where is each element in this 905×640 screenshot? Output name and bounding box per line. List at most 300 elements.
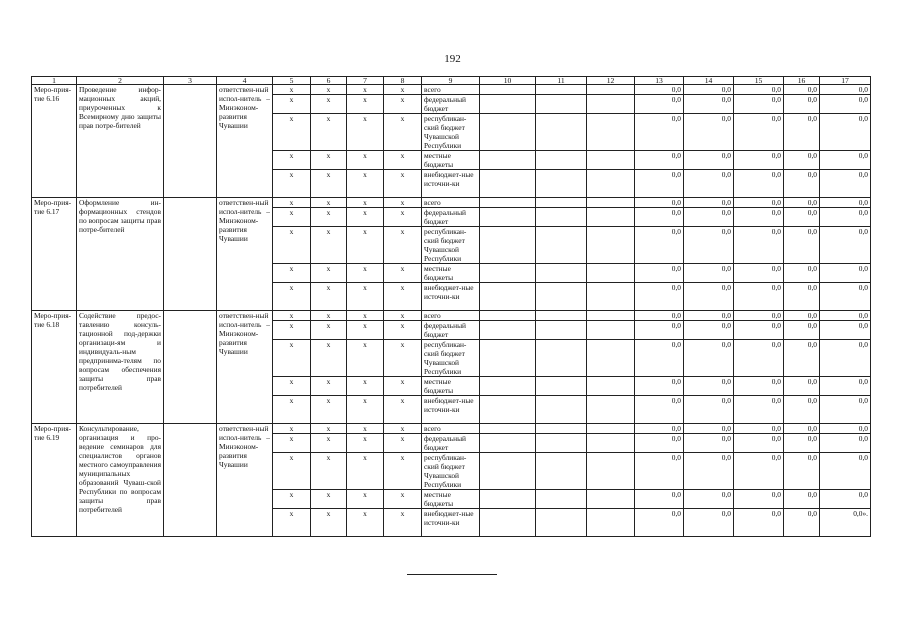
empty-cell [536, 311, 587, 321]
column-number: 11 [536, 77, 587, 85]
empty-cell [536, 377, 587, 396]
cross-mark: х [384, 227, 422, 264]
measure-id: Меро-прия-тие 6.19 [32, 424, 77, 537]
cross-mark: х [347, 208, 384, 227]
column-number: 3 [164, 77, 217, 85]
amount-value: 0,0 [784, 434, 820, 453]
empty-cell [587, 85, 635, 95]
cross-mark: х [384, 283, 422, 311]
empty-cell [536, 434, 587, 453]
amount-value: 0,0 [784, 509, 820, 537]
amount-value: 0,0 [684, 85, 734, 95]
cross-mark: х [347, 509, 384, 537]
amount-value: 0,0 [734, 424, 784, 434]
cross-mark: х [384, 85, 422, 95]
column-number: 1 [32, 77, 77, 85]
amount-value: 0,0 [820, 264, 871, 283]
empty-cell [536, 264, 587, 283]
amount-value: 0,0 [635, 170, 684, 198]
cross-mark: х [273, 264, 311, 283]
empty-cell [536, 340, 587, 377]
amount-value: 0,0 [734, 490, 784, 509]
cross-mark: х [311, 377, 347, 396]
measure-description: Консультирование, организация и про-ведение семинаров для специалистов органов местного самоуправления муниципальных образований Чуваш-ской Республики по вопросам защиты прав потребителей [77, 424, 164, 537]
empty-cell [536, 85, 587, 95]
amount-value: 0,0 [820, 424, 871, 434]
empty-cell [480, 396, 536, 424]
amount-value: 0,0 [784, 198, 820, 208]
cross-mark: х [384, 490, 422, 509]
amount-value: 0,0». [820, 509, 871, 537]
empty-cell [587, 151, 635, 170]
measure-executor: ответствен-ный испол-нитель – Минэконом-развития Чувашии [217, 85, 273, 198]
amount-value: 0,0 [734, 208, 784, 227]
empty-cell [536, 208, 587, 227]
amount-value: 0,0 [635, 434, 684, 453]
cross-mark: х [273, 340, 311, 377]
measure-executor: ответствен-ный испол-нитель – Минэконом-развития Чувашии [217, 424, 273, 537]
empty-cell [536, 396, 587, 424]
cross-mark: х [273, 434, 311, 453]
amount-value: 0,0 [635, 340, 684, 377]
table-row [32, 311, 871, 321]
empty-cell [536, 114, 587, 151]
amount-value: 0,0 [784, 85, 820, 95]
budget-source: местные бюджеты [422, 377, 480, 396]
empty-cell [480, 509, 536, 537]
amount-value: 0,0 [734, 227, 784, 264]
column-number: 8 [384, 77, 422, 85]
cross-mark: х [347, 340, 384, 377]
amount-value: 0,0 [635, 227, 684, 264]
amount-value: 0,0 [784, 490, 820, 509]
amount-value: 0,0 [684, 208, 734, 227]
amount-value: 0,0 [784, 424, 820, 434]
empty-cell [587, 95, 635, 114]
cross-mark: х [384, 208, 422, 227]
amount-value: 0,0 [820, 377, 871, 396]
amount-value: 0,0 [820, 283, 871, 311]
cross-mark: х [273, 208, 311, 227]
empty-cell [587, 434, 635, 453]
amount-value: 0,0 [784, 396, 820, 424]
cross-mark: х [347, 321, 384, 340]
empty-cell [587, 264, 635, 283]
cross-mark: х [384, 434, 422, 453]
empty-cell [536, 509, 587, 537]
budget-table [31, 76, 871, 537]
amount-value: 0,0 [635, 490, 684, 509]
cross-mark: х [384, 311, 422, 321]
amount-value: 0,0 [820, 151, 871, 170]
cross-mark: х [384, 396, 422, 424]
cross-mark: х [273, 424, 311, 434]
cross-mark: х [347, 490, 384, 509]
amount-value: 0,0 [635, 198, 684, 208]
cross-mark: х [311, 434, 347, 453]
cross-mark: х [311, 321, 347, 340]
empty-cell [480, 170, 536, 198]
cross-mark: х [311, 208, 347, 227]
cross-mark: х [347, 311, 384, 321]
measure-id: Меро-прия-тие 6.17 [32, 198, 77, 311]
cross-mark: х [384, 377, 422, 396]
amount-value: 0,0 [684, 264, 734, 283]
cross-mark: х [273, 151, 311, 170]
budget-source: местные бюджеты [422, 151, 480, 170]
budget-source: республикан-ский бюджет Чувашской Республики [422, 227, 480, 264]
empty-cell [164, 424, 217, 537]
empty-cell [587, 321, 635, 340]
amount-value: 0,0 [734, 434, 784, 453]
empty-cell [587, 396, 635, 424]
cross-mark: х [384, 424, 422, 434]
cross-mark: х [384, 340, 422, 377]
cross-mark: х [384, 264, 422, 283]
budget-source: внебюджет-ные источни-ки [422, 509, 480, 537]
empty-cell [536, 321, 587, 340]
amount-value: 0,0 [784, 170, 820, 198]
column-number: 5 [273, 77, 311, 85]
empty-cell [480, 453, 536, 490]
amount-value: 0,0 [734, 198, 784, 208]
empty-cell [587, 208, 635, 227]
amount-value: 0,0 [635, 264, 684, 283]
cross-mark: х [273, 95, 311, 114]
amount-value: 0,0 [684, 490, 734, 509]
empty-cell [480, 311, 536, 321]
amount-value: 0,0 [820, 311, 871, 321]
cross-mark: х [347, 95, 384, 114]
budget-source: внебюджет-ные источни-ки [422, 170, 480, 198]
empty-cell [480, 227, 536, 264]
empty-cell [480, 208, 536, 227]
amount-value: 0,0 [784, 340, 820, 377]
cross-mark: х [347, 377, 384, 396]
amount-value: 0,0 [734, 95, 784, 114]
amount-value: 0,0 [635, 283, 684, 311]
amount-value: 0,0 [820, 321, 871, 340]
budget-source: всего [422, 198, 480, 208]
column-number: 6 [311, 77, 347, 85]
cross-mark: х [347, 198, 384, 208]
amount-value: 0,0 [684, 198, 734, 208]
measure-executor: ответствен-ный испол-нитель – Минэконом-развития Чувашии [217, 311, 273, 424]
empty-cell [587, 114, 635, 151]
column-number: 17 [820, 77, 871, 85]
amount-value: 0,0 [784, 151, 820, 170]
empty-cell [536, 490, 587, 509]
cross-mark: х [273, 311, 311, 321]
empty-cell [480, 321, 536, 340]
cross-mark: х [347, 424, 384, 434]
empty-cell [480, 424, 536, 434]
cross-mark: х [347, 170, 384, 198]
amount-value: 0,0 [734, 151, 784, 170]
amount-value: 0,0 [635, 321, 684, 340]
amount-value: 0,0 [784, 208, 820, 227]
empty-cell [164, 198, 217, 311]
empty-cell [536, 95, 587, 114]
amount-value: 0,0 [784, 321, 820, 340]
column-number: 2 [77, 77, 164, 85]
cross-mark: х [347, 434, 384, 453]
empty-cell [480, 377, 536, 396]
cross-mark: х [311, 264, 347, 283]
empty-cell [480, 490, 536, 509]
cross-mark: х [273, 377, 311, 396]
amount-value: 0,0 [635, 151, 684, 170]
amount-value: 0,0 [635, 424, 684, 434]
empty-cell [480, 95, 536, 114]
empty-cell [587, 227, 635, 264]
budget-source: внебюджет-ные источни-ки [422, 283, 480, 311]
cross-mark: х [384, 170, 422, 198]
cross-mark: х [347, 264, 384, 283]
cross-mark: х [273, 396, 311, 424]
cross-mark: х [347, 114, 384, 151]
cross-mark: х [311, 198, 347, 208]
empty-cell [480, 434, 536, 453]
empty-cell [164, 85, 217, 198]
amount-value: 0,0 [684, 151, 734, 170]
amount-value: 0,0 [635, 509, 684, 537]
cross-mark: х [273, 321, 311, 340]
column-number: 14 [684, 77, 734, 85]
amount-value: 0,0 [734, 453, 784, 490]
amount-value: 0,0 [784, 114, 820, 151]
cross-mark: х [273, 198, 311, 208]
table-row [32, 198, 871, 208]
empty-cell [480, 264, 536, 283]
cross-mark: х [384, 151, 422, 170]
amount-value: 0,0 [734, 264, 784, 283]
cross-mark: х [384, 453, 422, 490]
column-number-row [32, 77, 871, 85]
amount-value: 0,0 [635, 95, 684, 114]
cross-mark: х [273, 509, 311, 537]
amount-value: 0,0 [635, 396, 684, 424]
amount-value: 0,0 [784, 227, 820, 264]
cross-mark: х [311, 424, 347, 434]
empty-cell [536, 424, 587, 434]
cross-mark: х [347, 151, 384, 170]
amount-value: 0,0 [684, 114, 734, 151]
budget-source: федеральный бюджет [422, 208, 480, 227]
empty-cell [164, 311, 217, 424]
amount-value: 0,0 [734, 85, 784, 95]
cross-mark: х [311, 85, 347, 95]
amount-value: 0,0 [820, 208, 871, 227]
measure-id: Меро-прия-тие 6.18 [32, 311, 77, 424]
column-number: 16 [784, 77, 820, 85]
amount-value: 0,0 [784, 453, 820, 490]
budget-source: внебюджет-ные источни-ки [422, 396, 480, 424]
cross-mark: х [311, 95, 347, 114]
amount-value: 0,0 [820, 396, 871, 424]
column-number: 9 [422, 77, 480, 85]
amount-value: 0,0 [820, 95, 871, 114]
budget-source: федеральный бюджет [422, 95, 480, 114]
amount-value: 0,0 [820, 227, 871, 264]
empty-cell [480, 85, 536, 95]
measure-executor: ответствен-ный испол-нитель – Минэконом-развития Чувашии [217, 198, 273, 311]
cross-mark: х [273, 114, 311, 151]
cross-mark: х [347, 85, 384, 95]
cross-mark: х [273, 453, 311, 490]
measure-description: Проведение инфор-мационных акций, приуроченных к Всемирному дню защиты прав потре-бителей [77, 85, 164, 198]
amount-value: 0,0 [684, 340, 734, 377]
cross-mark: х [273, 227, 311, 264]
empty-cell [536, 151, 587, 170]
cross-mark: х [384, 198, 422, 208]
empty-cell [587, 377, 635, 396]
amount-value: 0,0 [635, 453, 684, 490]
budget-source: всего [422, 424, 480, 434]
column-number: 10 [480, 77, 536, 85]
budget-source: федеральный бюджет [422, 321, 480, 340]
amount-value: 0,0 [734, 509, 784, 537]
cross-mark: х [311, 453, 347, 490]
amount-value: 0,0 [635, 85, 684, 95]
amount-value: 0,0 [684, 453, 734, 490]
cross-mark: х [311, 114, 347, 151]
amount-value: 0,0 [820, 198, 871, 208]
amount-value: 0,0 [784, 311, 820, 321]
table-row [32, 424, 871, 434]
cross-mark: х [347, 283, 384, 311]
amount-value: 0,0 [635, 311, 684, 321]
budget-source: местные бюджеты [422, 264, 480, 283]
column-number: 15 [734, 77, 784, 85]
cross-mark: х [347, 453, 384, 490]
cross-mark: х [311, 340, 347, 377]
cross-mark: х [311, 170, 347, 198]
measure-description: Содействие предос-тавлению консуль-тационной под-держки организаци-ям и индивидуаль-ным предпринима-телям по вопросам обеспечения защиты прав потребителей [77, 311, 164, 424]
amount-value: 0,0 [684, 321, 734, 340]
amount-value: 0,0 [684, 509, 734, 537]
cross-mark: х [273, 283, 311, 311]
amount-value: 0,0 [734, 283, 784, 311]
column-number: 4 [217, 77, 273, 85]
amount-value: 0,0 [820, 114, 871, 151]
cross-mark: х [311, 396, 347, 424]
cross-mark: х [311, 283, 347, 311]
amount-value: 0,0 [684, 377, 734, 396]
empty-cell [480, 283, 536, 311]
empty-cell [480, 198, 536, 208]
amount-value: 0,0 [784, 377, 820, 396]
table-row [32, 85, 871, 95]
footer-rule [407, 574, 497, 575]
empty-cell [480, 151, 536, 170]
empty-cell [480, 340, 536, 377]
amount-value: 0,0 [820, 340, 871, 377]
amount-value: 0,0 [784, 264, 820, 283]
budget-source: республикан-ский бюджет Чувашской Республики [422, 340, 480, 377]
amount-value: 0,0 [635, 208, 684, 227]
amount-value: 0,0 [734, 321, 784, 340]
cross-mark: х [384, 321, 422, 340]
empty-cell [587, 340, 635, 377]
measure-description: Оформление ин-формационных стендов по вопросам защиты прав потре-бителей [77, 198, 164, 311]
empty-cell [536, 170, 587, 198]
cross-mark: х [347, 396, 384, 424]
empty-cell [587, 509, 635, 537]
cross-mark: х [273, 170, 311, 198]
amount-value: 0,0 [635, 114, 684, 151]
amount-value: 0,0 [820, 85, 871, 95]
amount-value: 0,0 [734, 311, 784, 321]
cross-mark: х [384, 509, 422, 537]
empty-cell [587, 424, 635, 434]
amount-value: 0,0 [734, 340, 784, 377]
empty-cell [480, 114, 536, 151]
amount-value: 0,0 [734, 170, 784, 198]
amount-value: 0,0 [684, 434, 734, 453]
amount-value: 0,0 [784, 95, 820, 114]
budget-source: федеральный бюджет [422, 434, 480, 453]
budget-source: всего [422, 311, 480, 321]
cross-mark: х [311, 509, 347, 537]
budget-source: местные бюджеты [422, 490, 480, 509]
empty-cell [587, 311, 635, 321]
amount-value: 0,0 [635, 377, 684, 396]
empty-cell [536, 198, 587, 208]
amount-value: 0,0 [820, 170, 871, 198]
empty-cell [536, 227, 587, 264]
amount-value: 0,0 [684, 95, 734, 114]
empty-cell [536, 453, 587, 490]
amount-value: 0,0 [684, 227, 734, 264]
column-number: 12 [587, 77, 635, 85]
amount-value: 0,0 [734, 377, 784, 396]
empty-cell [536, 283, 587, 311]
cross-mark: х [384, 114, 422, 151]
empty-cell [587, 453, 635, 490]
column-number: 7 [347, 77, 384, 85]
amount-value: 0,0 [734, 396, 784, 424]
amount-value: 0,0 [684, 396, 734, 424]
cross-mark: х [311, 490, 347, 509]
cross-mark: х [347, 227, 384, 264]
cross-mark: х [273, 490, 311, 509]
amount-value: 0,0 [684, 170, 734, 198]
empty-cell [587, 490, 635, 509]
budget-source: республикан-ский бюджет Чувашской Республики [422, 114, 480, 151]
empty-cell [587, 283, 635, 311]
amount-value: 0,0 [684, 283, 734, 311]
amount-value: 0,0 [684, 311, 734, 321]
amount-value: 0,0 [820, 434, 871, 453]
amount-value: 0,0 [734, 114, 784, 151]
cross-mark: х [311, 227, 347, 264]
column-number: 13 [635, 77, 684, 85]
measure-id: Меро-прия-тие 6.16 [32, 85, 77, 198]
budget-source: республикан-ский бюджет Чувашской Республики [422, 453, 480, 490]
empty-cell [587, 170, 635, 198]
amount-value: 0,0 [784, 283, 820, 311]
cross-mark: х [384, 95, 422, 114]
cross-mark: х [311, 151, 347, 170]
amount-value: 0,0 [820, 490, 871, 509]
cross-mark: х [311, 311, 347, 321]
budget-source: всего [422, 85, 480, 95]
cross-mark: х [273, 85, 311, 95]
empty-cell [587, 198, 635, 208]
page-number: 192 [444, 53, 461, 65]
amount-value: 0,0 [820, 453, 871, 490]
